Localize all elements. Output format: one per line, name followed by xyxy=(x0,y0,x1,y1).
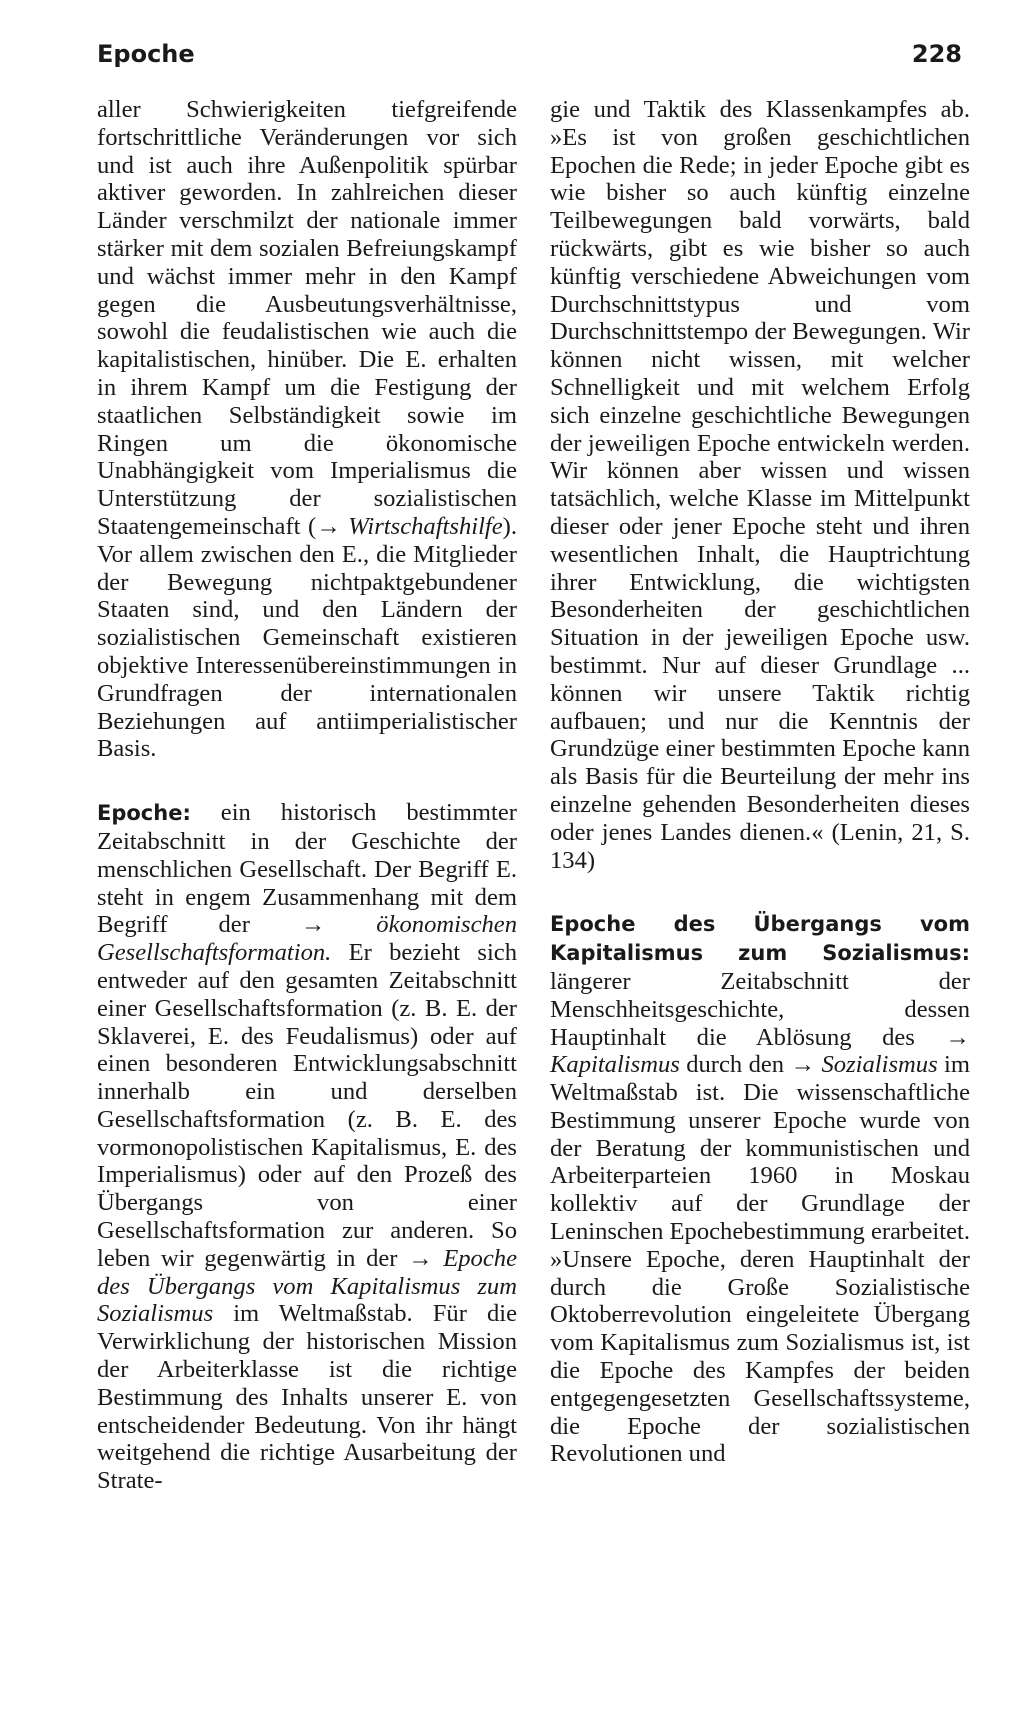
cross-reference-sozialismus: → Sozialismus xyxy=(790,1051,938,1079)
continuation-text-b: ). Vor allem zwischen den E., die Mitglieder der Bewegung nichtpaktgebundener Staaten sind, und den Ländern der sozialistischen Gemeinschaft existieren objektive Interessenübereinstimmungen in Grundfragen der internationalen Beziehungen auf antiimperialistischer Basis. xyxy=(97,512,518,763)
entry-text-3: im Weltmaßstab ist. Die wissenschaftliche Bestimmung unserer Epoche wurde von der Beratung der kommunistischen und Arbeiterparteien 1960 in Moskau kollektiv auf der Grundlage der Leninschen Epochebestimmung erarbeitet. »Unsere Epoche, deren Hauptinhalt der durch die Große Sozialistische Oktoberrevolution eingeleitete Übergang vom Kapitalismus zum Sozialismus ist, ist die Epoche des Kampfes der beiden entgegengesetzten Gesellschaftssysteme, die Epoche der sozialistischen Revolutionen und xyxy=(550,1051,970,1468)
continued-paragraph-right xyxy=(550,96,970,874)
entry-text-1: längerer Zeitabschnitt der Menschheitsgeschichte, dessen Hauptinhalt die Ablösung des xyxy=(550,967,970,1051)
entry-headword: Epoche: xyxy=(97,801,191,826)
entry-text-2: Er bezieht sich entweder auf den gesamten Zeitabschnitt einer Gesellschaftsformation (z. B. E. der Sklaverei, E. des Feudalismus) oder auf einen besonderen Entwicklungsabschnitt innerhalb ein und derselben Gesellschaftsformation (z. B. E. des vormonopolistischen Kapitalismus, E. des Imperialismus) oder auf den Prozeß des Übergangs von einer Gesellschaftsformation zur anderen. So leben wir gegenwärtig in der xyxy=(97,939,517,1272)
entry-epoche xyxy=(97,799,517,1495)
left-column xyxy=(97,96,517,1495)
entry-text-3: im Weltmaßstab. Für die Verwirklichung der historischen Mission der Arbeiterklasse ist die richtige Bestimmung des Inhalts unserer E. von entscheidender Bedeutung. Von ihr hängt weitgehend die richtige Ausarbeitung der Strate- xyxy=(97,1300,517,1495)
running-head: Epoche xyxy=(97,40,195,68)
lenin-quote-text: gie und Taktik des Klassenkampfes ab. »Es ist von großen geschichtlichen Epochen die Rede; in jeder Epoche gibt es wie bisher so auch künftig einzelne Teilbewegungen bald vorwärts, bald rückwärts, gibt es wie bisher so auch künftig verschiedene Abweichungen vom Durchschnittstypus und vom Durchschnittstempo der Bewegungen. Wir können nicht wissen, mit welcher Schnelligkeit und mit welchem Erfolg sich einzelne geschichtliche Bewegungen der jeweiligen Epoche entwickeln werden. Wir können aber wissen und wissen tatsächlich, welche Klasse im Mittelpunkt dieser oder jener Epoche steht und ihren wesentlichen Inhalt, die Hauptrichtung ihrer Entwicklung, die wichtigsten Besonderheiten der geschichtlichen Situation in der jeweiligen Epoche usw. bestimmt. Nur auf dieser Grundlage ... können wir unsere Taktik richtig aufbauen; und nur die Kenntnis der Grundzüge einer bestimmten Epoche kann als Basis für die Beurteilung der mehr ins einzelne gehenden Besonderheiten dieses oder jenes Landes dienen.« (Lenin, 21, S. 134) xyxy=(550,96,970,874)
entry-text-1: ein historisch bestimmter Zeitabschnitt in der Geschichte der menschlichen Gesellschaft. Der Begriff E. steht in engem Zusammenhang mit dem Begriff der xyxy=(97,799,517,939)
cross-reference-wirtschaftshilfe: → Wirtschaftshilfe xyxy=(316,512,503,540)
right-column xyxy=(550,96,970,1468)
entry-headword-uebergang: Epoche des Übergangs vom Kapitalismus zum Sozialismus: xyxy=(550,912,970,966)
continuation-text: aller Schwierigkeiten tiefgreifende fortschrittliche Veränderungen vor sich und ist auch ihre Außenpolitik spürbar aktiver geworden. In zahlreichen dieser Länder verschmilzt der nationale immer stärker mit dem sozialen Befreiungskampf und wächst immer mehr in den Kampf gegen die Ausbeutungsverhältnisse, sowohl die feudalistischen wie auch die kapitalistischen, hinüber. Die E. erhalten in ihrem Kampf um die Festigung der staatlichen Selbständigkeit sowie im Ringen um die ökonomische Unabhängigkeit vom Imperialismus die Unterstützung der sozialistischen Staatengemeinschaft ( xyxy=(97,96,517,540)
cross-reference-kapitalismus: → Kapitalismus xyxy=(550,1023,970,1079)
cross-reference-uebergang: → Epoche des Übergangs vom Kapitalismus zum Sozialismus xyxy=(97,1244,517,1328)
cross-reference-formation: → ökonomischen Gesellschaftsformation. xyxy=(97,911,517,967)
page-header xyxy=(97,40,962,80)
continued-paragraph xyxy=(97,96,517,763)
entry-epoche-des-uebergangs xyxy=(550,910,970,1468)
page-number: 228 xyxy=(911,40,962,68)
entry-text-2: durch den xyxy=(679,1051,791,1079)
